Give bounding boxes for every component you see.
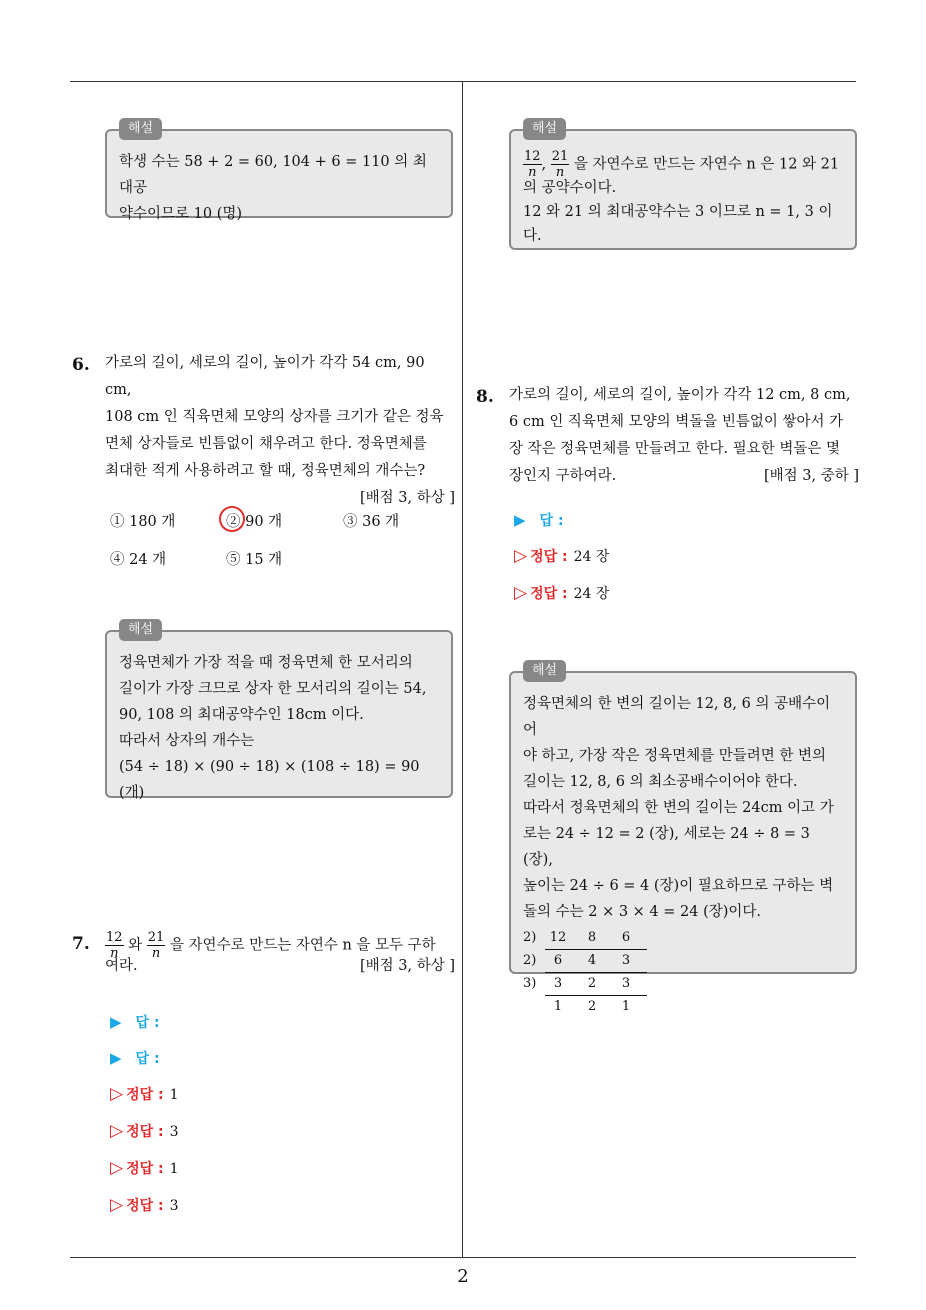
explanation-line: 90, 108 의 최대공약수인 18cm 이다. — [119, 707, 364, 723]
question-meta: [배점 3, 하상 ] — [359, 490, 455, 506]
correct-answer-row: ▷ 정답 : 1 — [110, 1158, 179, 1178]
question-8-text — [509, 382, 859, 490]
explanation-line: 야 하고, 가장 작은 정육면체를 만들려면 한 변의 — [523, 748, 827, 764]
explanation-line: 약수이므로 10 (명) — [119, 206, 243, 222]
choice-1[interactable]: ① 180 개 — [110, 514, 176, 530]
explanation-box-q8 — [509, 663, 857, 1014]
correct-answer-row: ▷ 정답 : 3 — [110, 1121, 179, 1141]
question-line: 장 작은 정육면체를 만들려고 한다. 필요한 벽돌은 몇 — [509, 441, 841, 457]
division-row: 3) 3 2 3 — [523, 973, 647, 996]
division-row: 1 2 1 — [553, 999, 631, 1014]
outline-triangle-icon: ▷ — [110, 1121, 124, 1141]
explanation-box-q5 — [105, 121, 453, 222]
question-number-8: 8. — [476, 387, 494, 407]
choice-2[interactable]: ② 90 개 — [226, 514, 283, 530]
question-line: $\frac{12}{n}$ 와 $\frac{21}{n}$ 을 자연수로 만드는 자연수 n 을 모두 구하 — [106, 930, 436, 961]
fraction: $\frac{21}{n}$ — [147, 930, 165, 961]
question-6-text — [105, 350, 455, 512]
answer-row[interactable]: ▶ 답 : — [110, 1049, 160, 1067]
answer-row[interactable]: ▶ 답 : — [514, 511, 564, 529]
question-line: 여라. [배점 3, 하상 ] — [105, 958, 455, 974]
question-line: 면체 상자들로 빈틈없이 채우려고 한다. 정육면체를 — [105, 436, 427, 452]
selected-answer-circle — [219, 506, 245, 532]
explanation-line: 학생 수는 58 + 2 = 60, 104 + 6 = 110 의 최대공 — [119, 154, 427, 196]
explanation-box-q6 — [105, 622, 453, 801]
question-line: 가로의 길이, 세로의 길이, 높이가 각각 12 cm, 8 cm, — [509, 387, 851, 403]
division-ladder — [523, 927, 843, 1018]
fraction: $\frac{12}{n}$ — [524, 149, 541, 180]
choice-4[interactable]: ④ 24 개 — [110, 552, 167, 568]
question-number-6: 6. — [72, 355, 90, 375]
explanation-line: 따라서 정육면체의 한 변의 길이는 24cm 이고 가 — [523, 800, 834, 816]
correct-answer-row: ▷ 정답 : 3 — [110, 1195, 179, 1215]
fraction: $\frac{21}{n}$ — [551, 149, 569, 180]
play-icon: ▶ — [514, 511, 526, 529]
explanation-line: 정육면체의 한 변의 길이는 12, 8, 6 의 공배수이어 — [523, 696, 831, 738]
explanation-line: $\frac{12}{n}$ , $\frac{21}{n}$ 을 자연수로 만드는 자연수 n 은 12 와 21 — [524, 149, 840, 180]
outline-triangle-icon: ▷ — [110, 1084, 124, 1104]
explanation-line: 길이가 가장 크므로 상자 한 모서리의 길이는 54, — [119, 681, 427, 697]
top-rule — [70, 81, 856, 82]
explanation-box-q7 — [509, 121, 857, 250]
explanation-line: 따라서 상자의 개수는 — [119, 733, 255, 749]
question-line: 108 cm 인 직육면체 모양의 상자를 크기가 같은 정육 — [105, 409, 444, 425]
answer-row[interactable]: ▶ 답 : — [110, 1013, 160, 1031]
explanation-tag: 해설 — [523, 660, 566, 682]
outline-triangle-icon: ▷ — [110, 1195, 124, 1215]
outline-triangle-icon: ▷ — [514, 546, 528, 566]
explanation-tag: 해설 — [119, 118, 162, 140]
choice-3[interactable]: ③ 36 개 — [343, 514, 400, 530]
correct-answer-row: ▷ 정답 : 24 장 — [514, 546, 610, 566]
question-line: 장인지 구하여라. [배점 3, 중하 ] — [509, 468, 859, 484]
outline-triangle-icon: ▷ — [110, 1158, 124, 1178]
play-icon: ▶ — [110, 1049, 122, 1067]
page-number: 2 — [457, 1266, 469, 1287]
column-divider — [462, 81, 463, 1258]
choice-5[interactable]: ⑤ 15 개 — [226, 552, 283, 568]
explanation-tag: 해설 — [523, 118, 566, 140]
division-row: 2) 12 8 6 — [523, 927, 647, 950]
explanation-line: (54 ÷ 18) × (90 ÷ 18) × (108 ÷ 18) = 90 (개) — [119, 759, 420, 801]
explanation-line: 돌의 수는 2 × 3 × 4 = 24 (장)이다. — [523, 904, 762, 920]
explanation-line: 정육면체가 가장 적을 때 정육면체 한 모서리의 — [119, 655, 413, 671]
outline-triangle-icon: ▷ — [514, 583, 528, 603]
correct-answer-row: ▷ 정답 : 1 — [110, 1084, 179, 1104]
question-line: 가로의 길이, 세로의 길이, 높이가 각각 54 cm, 90 cm, — [105, 355, 425, 398]
explanation-line: 길이는 12, 8, 6 의 최소공배수이어야 한다. — [523, 774, 798, 790]
bottom-rule — [70, 1257, 856, 1258]
explanation-tag: 해설 — [119, 619, 162, 641]
play-icon: ▶ — [110, 1013, 122, 1031]
explanation-line: 12 와 21 의 최대공약수는 3 이므로 n = 1, 3 이다. — [523, 204, 833, 244]
question-number-7: 7. — [72, 934, 90, 954]
correct-answer-row: ▷ 정답 : 24 장 — [514, 583, 610, 603]
explanation-line: 로는 24 ÷ 12 = 2 (장), 세로는 24 ÷ 8 = 3 (장), — [523, 826, 810, 868]
question-7-text — [105, 930, 455, 977]
explanation-line: 의 공약수이다. — [523, 180, 617, 196]
explanation-line: 높이는 24 ÷ 6 = 4 (장)이 필요하므로 구하는 벽 — [523, 878, 834, 894]
question-line: 6 cm 인 직육면체 모양의 벽돌을 빈틈없이 쌓아서 가 — [509, 414, 844, 430]
fraction: $\frac{12}{n}$ — [106, 930, 123, 961]
question-line: 최대한 적게 사용하려고 할 때, 정육면체의 개수는? — [105, 463, 426, 479]
division-row: 2) 6 4 3 — [523, 950, 647, 973]
